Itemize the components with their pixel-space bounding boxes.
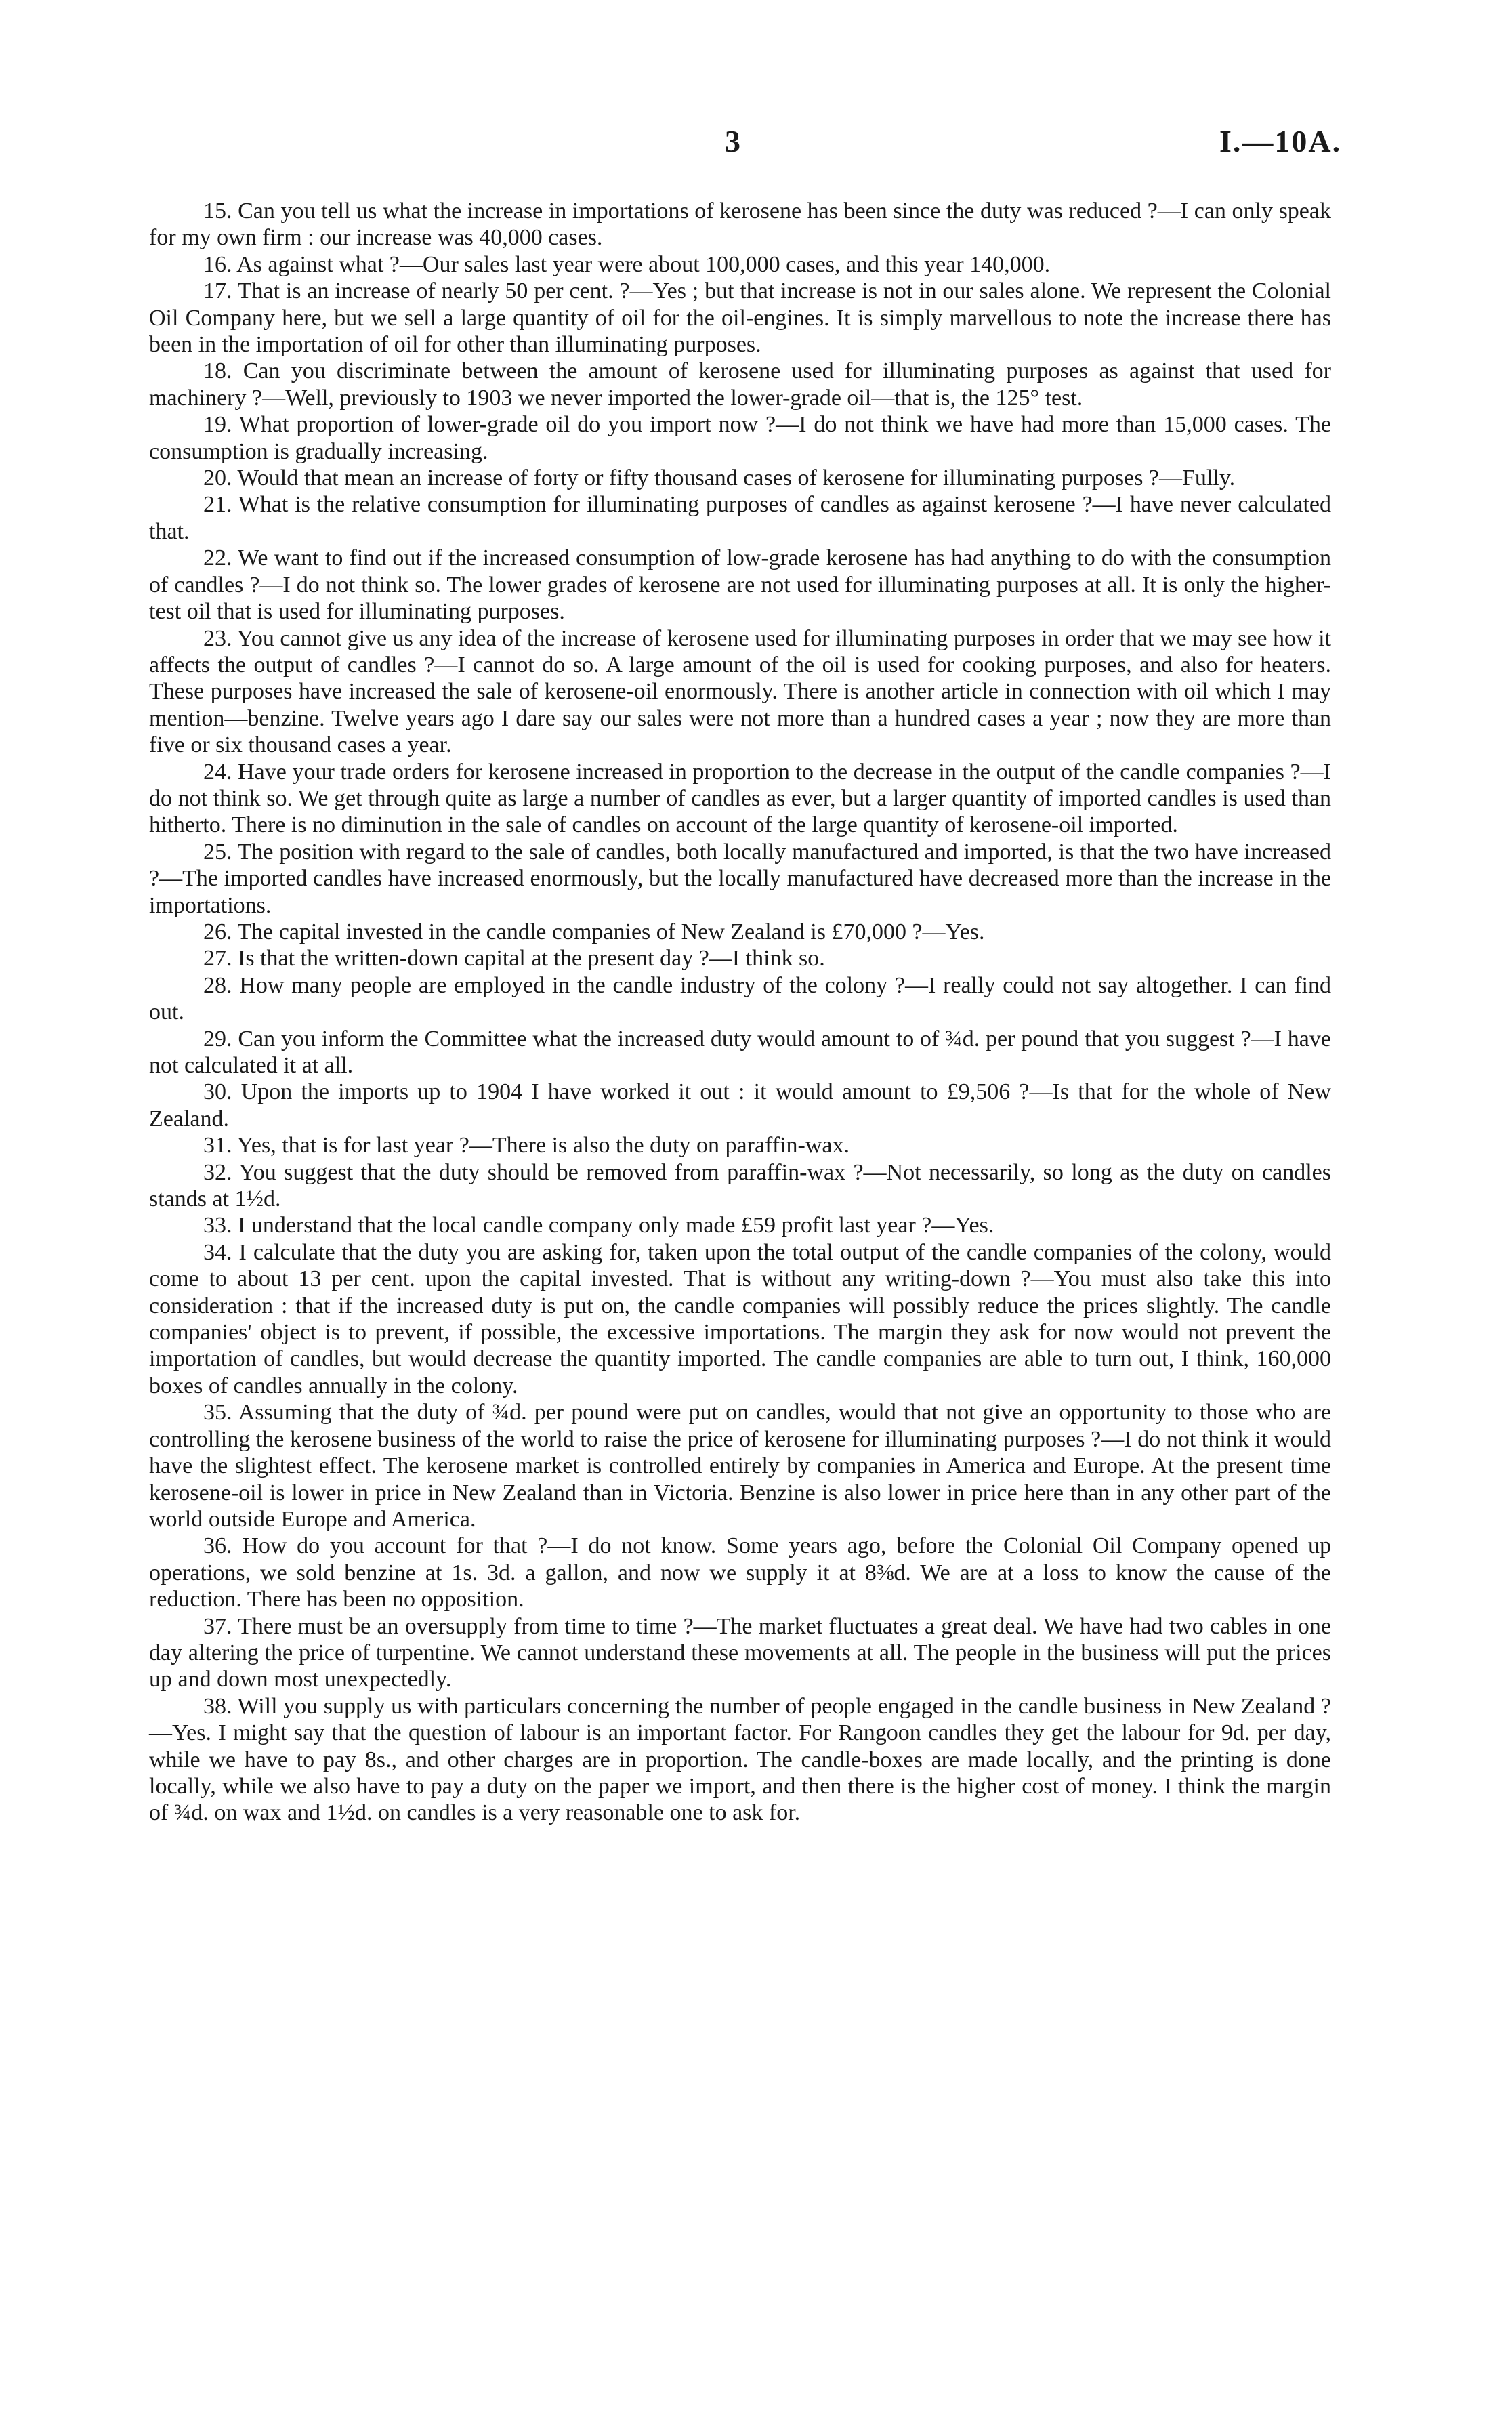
page-number: 3: [725, 124, 740, 159]
paragraph-34: 34. I calculate that the duty you are asking for, taken upon the total output of the candle companies of the colony, would come to about 13 per cent. upon the capital invested. That is without any writing-down ?—You must also take this into consideration : that if the increased duty is put on, the candle companies will possibly reduce the prices slightly. The candle companies' object is to prevent, if possible, the excessive importations. The margin they ask for now would not prevent the importation of candles, but would decrease the quantity imported. The candle companies are able to turn out, I think, 160,000 boxes of candles annually in the colony.: [149, 1239, 1331, 1398]
paragraph-32: 32. You suggest that the duty should be removed from paraffin-wax ?—Not necessarily, so long as the duty on candles stands at 1½d.: [149, 1159, 1331, 1212]
paragraph-26: 26. The capital invested in the candle companies of New Zealand is £70,000 ?—Yes.: [203, 919, 985, 944]
paragraph-33: 33. I understand that the local candle company only made £59 profit last year ?—Yes.: [203, 1213, 994, 1239]
paragraph-15: 15. Can you tell us what the increase in importations of kerosene has been since the duty was reduced ?—I can only speak for my own firm : our increase was 40,000 cases.: [149, 199, 1331, 251]
paragraph-22: 22. We want to find out if the increased consumption of low-grade kerosene has had anything to do with the consumption of candles ?—I do not think so. The lower grades of kerosene are not used for illuminating purposes at all. It is only the higher-test oil that is used for illuminating purposes.: [149, 545, 1331, 625]
document-reference: I.—10A.: [1219, 124, 1342, 159]
paragraph-24: 24. Have your trade orders for kerosene increased in proportion to the decrease in the output of the candle companies ?—I do not think so. We get through quite as large a number of candles as ever, but a larger quantity of imported candles is used than hitherto. There is no diminution in the sale of candles on account of the large quantity of kerosene-oil imported.: [149, 759, 1331, 838]
document-body: [149, 198, 1331, 1827]
paragraph-36: 36. How do you account for that ?—I do not know. Some years ago, before the Colonial Oil Company opened up operations, we sold benzine at 1s. 3d. a gallon, and now we supply it at 8⅜d. We are at a loss to know the cause of the reduction. There has been no opposition.: [149, 1533, 1331, 1613]
paragraph-18: 18. Can you discriminate between the amount of kerosene used for illuminating purposes as against that used for machinery ?—Well, previously to 1903 we never imported the lower-grade oil—that is, the 125° test.: [149, 358, 1331, 411]
paragraph-38: 38. Will you supply us with particulars concerning the number of people engaged in the candle business in New Zealand ?—Yes. I might say that the question of labour is an important factor. For Rangoon candles they get the labour for 9d. per day, while we have to pay 8s., and other charges are in proportion. The candle-boxes are made locally, and the printing is done locally, while we also have to pay a duty on the paper we import, and then there is the higher cost of money. I think the margin of ¾d. on wax and 1½d. on candles is a very reasonable one to ask for.: [149, 1693, 1331, 1826]
paragraph-35: 35. Assuming that the duty of ¾d. per pound were put on candles, would that not give an opportunity to those who are controlling the kerosene business of the world to raise the price of kerosene for illuminating purposes ?—I do not think it would have the slightest effect. The kerosene market is controlled entirely by companies in America and Europe. At the present time kerosene-oil is lower in price in New Zealand than in Victoria. Benzine is also lower in price here than in any other part of the world outside Europe and America.: [149, 1400, 1331, 1532]
paragraph-31: 31. Yes, that is for last year ?—There is also the duty on paraffin-wax.: [203, 1133, 849, 1159]
paragraph-16: 16. As against what ?—Our sales last year were about 100,000 cases, and this year 140,000.: [203, 251, 1051, 277]
paragraph-19: 19. What proportion of lower-grade oil do you import now ?—I do not think we have had more than 15,000 cases. The consumption is gradually increasing.: [149, 412, 1331, 464]
paragraph-20: 20. Would that mean an increase of forty or fifty thousand cases of kerosene for illuminating purposes ?—Fully.: [203, 465, 1236, 491]
paragraph-30: 30. Upon the imports up to 1904 I have worked it out : it would amount to £9,506 ?—Is that for the whole of New Zealand.: [149, 1079, 1331, 1131]
paragraph-28: 28. How many people are employed in the candle industry of the colony ?—I really could not say altogether. I can find out.: [149, 972, 1331, 1025]
paragraph-25: 25. The position with regard to the sale of candles, both locally manufactured and imported, is that the two have increased ?—The imported candles have increased enormously, but the locally manufactured have decreased more than the increase in the importations.: [149, 839, 1331, 918]
paragraph-17: 17. That is an increase of nearly 50 per cent. ?—Yes ; but that increase is not in our sales alone. We represent the Colonial Oil Company here, but we sell a large quantity of oil for the oil-engines. It is simply marvellous to note the increase there has been in the importation of oil for other than illuminating purposes.: [149, 278, 1331, 358]
paragraph-27: 27. Is that the written-down capital at the present day ?—I think so.: [203, 946, 825, 972]
paragraph-37: 37. There must be an oversupply from time to time ?—The market fluctuates a great deal. We have had two cables in one day altering the price of turpentine. We cannot understand these movements at all. The people in the business will put the prices up and down most unexpectedly.: [149, 1613, 1331, 1692]
paragraph-21: 21. What is the relative consumption for illuminating purposes of candles as against kerosene ?—I have never calculated that.: [149, 492, 1331, 544]
paragraph-29: 29. Can you inform the Committee what the increased duty would amount to of ¾d. per pound that you suggest ?—I have not calculated it at all.: [149, 1026, 1331, 1078]
paragraph-23: 23. You cannot give us any idea of the increase of kerosene used for illuminating purposes in order that we may see how it affects the output of candles ?—I cannot do so. A large amount of the oil is used for cooking purposes, and also for heaters. These purposes have increased the sale of kerosene-oil enormously. There is another article in connection with oil which I may mention—benzine. Twelve years ago I dare say our sales were not more than a hundred cases a year ; now they are more than five or six thousand cases a year.: [149, 625, 1331, 758]
